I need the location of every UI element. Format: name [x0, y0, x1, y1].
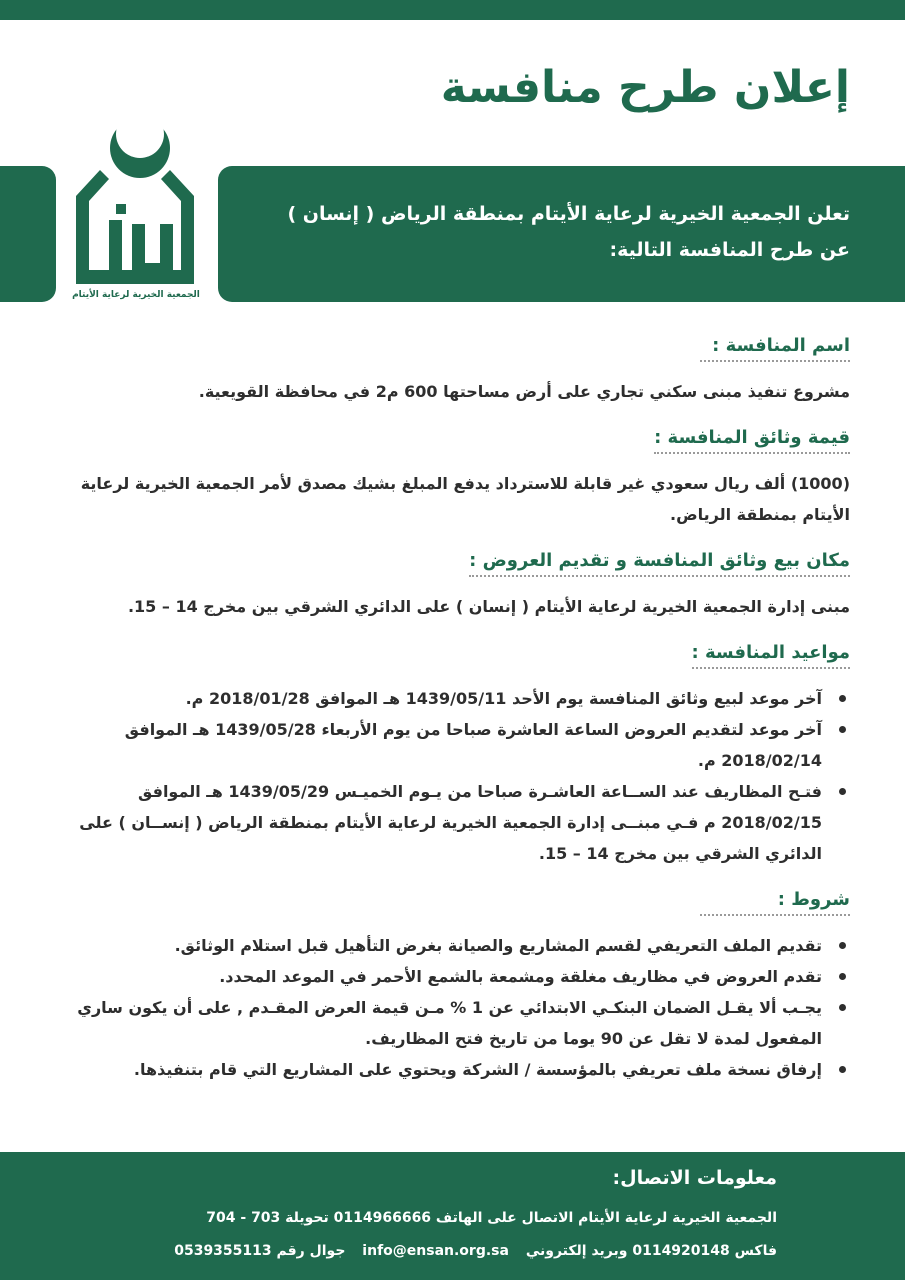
section-docs-value — [55, 427, 850, 530]
fax-text: فاكس 0114920148 وبريد إلكتروني — [525, 1243, 777, 1259]
list-item: آخر موعد لبيع وثائق المنافسة يوم الأحد 1439/05/11 هـ الموافق 2018/01/28 م. — [55, 683, 850, 714]
section-heading: اسم المنافسة : — [700, 335, 850, 362]
list-item: يجـب ألا يقـل الضمان البنكـي الابتدائي عن 1 % مـن قيمة العرض المقـدم , على أن يكون ساري المفعول لمدة لا تقل عن 90 يوما من تاريخ فتح المظاريف. — [55, 992, 850, 1054]
side-tab — [0, 166, 56, 302]
mobile-text: جوال رقم 0539355113 — [174, 1243, 346, 1259]
section-heading: شروط : — [700, 889, 850, 916]
letter-stroke-1 — [109, 220, 122, 276]
list-item: آخر موعد لتقديم العروض الساعة العاشرة صباحا من يوم الأربعاء 1439/05/28 هـ الموافق 2018/02/14 م. — [55, 714, 850, 776]
list-item: فتـح المظاريف عند الســاعة العاشـرة صباحا من يـوم الخميـس 1439/05/29 هـ الموافق 2018/02/15 م فـي مبنــى إدارة الجمعية الخيرية لرعاية الأيتام بمنطقة الرياض ( إنســان ) على الدائري الشرقي بين مخرج 14 – 15. — [55, 776, 850, 869]
section-dates — [55, 642, 850, 869]
banner-text — [238, 196, 850, 268]
main-content — [55, 335, 850, 1105]
list-item: تقديم الملف التعريفي لقسم المشاريع والصيانة بغرض التأهيل قبل استلام الوثائق. — [55, 930, 850, 961]
section-text: مشروع تنفيذ مبنى سكني تجاري على أرض مساحتها 600 م2 في محافظة القويعية. — [198, 382, 850, 401]
contact-footer — [0, 1152, 905, 1280]
section-heading: قيمة وثائق المنافسة : — [654, 427, 850, 454]
list-item: تقدم العروض في مظاريف مغلقة ومشمعة بالشمع الأحمر في الموعد المحدد. — [55, 961, 850, 992]
section-heading: مواعيد المنافسة : — [692, 642, 851, 669]
section-text: (1000) ألف ريال سعودي غير قابلة للاسترداد يدفع المبلغ بشيك مصدق لأمر الجمعية الخيرية لرعاية الأيتام بمنطقة الرياض. — [80, 474, 850, 524]
logo-caption: الجمعية الخيرية لرعاية الأيتام — [72, 290, 200, 300]
list-item: إرفاق نسخة ملف تعريفي بالمؤسسة / الشركة ويحتوي على المشاريع التي قام بتنفيذها. — [55, 1054, 850, 1085]
letter-stroke-2 — [132, 224, 173, 276]
contact-heading: معلومات الاتصال: — [612, 1167, 777, 1189]
conditions-list — [55, 930, 850, 1085]
section-text: مبنى إدارة الجمعية الخيرية لرعاية الأيتام ( إنسان ) على الدائري الشرقي بين مخرج 14 – 15. — [127, 597, 850, 616]
contact-fax-line — [174, 1235, 777, 1268]
contact-phone-line: الجمعية الخيرية لرعاية الأيتام الاتصال على الهاتف 0114966666 تحويلة 703 - 704 — [206, 1210, 777, 1226]
email-link[interactable]: info@ensan.org.sa — [362, 1243, 509, 1259]
crescent-icon — [110, 118, 170, 178]
contact-info — [174, 1162, 777, 1268]
section-place — [55, 550, 850, 622]
intro-banner — [218, 166, 905, 302]
banner-line-1: تعلن الجمعية الخيرية لرعاية الأيتام بمنطقة الرياض ( إنسان ) — [287, 203, 850, 225]
page-title: إعلان طرح منافسة — [440, 62, 850, 113]
letter-dot — [116, 204, 126, 214]
top-bar — [0, 0, 905, 20]
dates-list — [55, 683, 850, 869]
banner-line-2: عن طرح المنافسة التالية: — [609, 239, 850, 261]
ensan-logo — [60, 112, 210, 312]
section-heading: مكان بيع وثائق المنافسة و تقديم العروض : — [469, 550, 850, 577]
section-tender-name — [55, 335, 850, 407]
section-conditions — [55, 889, 850, 1085]
